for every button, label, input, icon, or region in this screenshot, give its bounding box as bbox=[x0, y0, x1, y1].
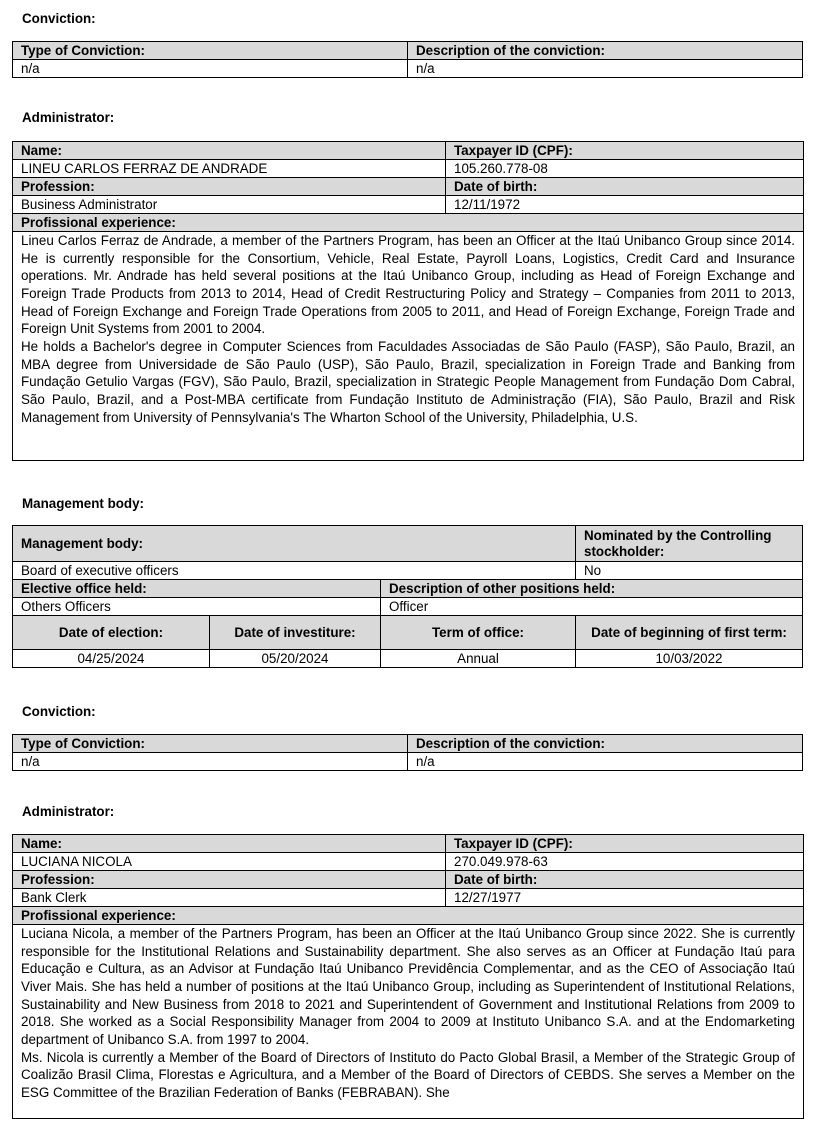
date-of-election-label: Date of election: bbox=[13, 616, 210, 650]
description-of-conviction-value: n/a bbox=[408, 60, 803, 78]
other-positions-value: Officer bbox=[381, 598, 803, 616]
date-of-birth-label: Date of birth: bbox=[446, 871, 804, 889]
taxpayer-id-label: Taxpayer ID (CPF): bbox=[446, 835, 804, 853]
experience-paragraph: Lineu Carlos Ferraz de Andrade, a member of the Partners Program, has been an Officer at the Itaú Unibanco Group since 2014. He is currently responsible for the Consortium, Vehicle, Real Estate, Payroll Loans, Logistics, Credit Card and Insurance operations. Mr. Andrade has held several positions at the Itaú Unibanco Group, including as Head of Foreign Exchange and Foreign Trade Products from 2013 to 2014, Head of Credit Restructuring Policy and Strategy – Companies from 2011 to 2013, Head of Foreign Exchange and Foreign Trade Operations from 2005 to 2011, and Head of Foreign Exchange, Foreign Trade and Foreign Unit Systems from 2001 to 2004. bbox=[21, 233, 795, 337]
professional-experience-label: Profissional experience: bbox=[13, 214, 804, 232]
description-of-conviction-label: Description of the conviction: bbox=[408, 42, 803, 60]
management-body-table bbox=[12, 525, 803, 668]
term-of-office-label: Term of office: bbox=[381, 616, 576, 650]
nominated-by-controlling-value: No bbox=[576, 562, 803, 580]
conviction-heading: Conviction: bbox=[22, 704, 96, 719]
taxpayer-id-value: 105.260.778-08 bbox=[446, 160, 804, 178]
administrator-table bbox=[12, 834, 804, 1119]
conviction-heading: Conviction: bbox=[22, 11, 96, 26]
experience-paragraph: Luciana Nicola, a member of the Partners Program, has been an Officer at the Itaú Unibanco Group since 2022. She is currently responsible for the Institutional Relations and Sustainability department. She also serves as an Officer at Fundação Itaú para Educação e Cultura, as an Advisor at Fundação Itaú Unibanco Previdência Complementar, and as the CEO of Associação Itaú Viver Mais. She has held a number of positions at the Itaú Unibanco Group, including as Superintendent of Institutional Relations, Sustainability and New Business from 2018 to 2021 and Superintendent of Government and Institutional Relations from 2009 to 2018. She worked as a Social Responsibility Manager from 2004 to 2009 at Instituto Unibanco S.A. and at the Endomarketing department of Unibanco S.A. from 1997 to 2004. bbox=[21, 926, 795, 1047]
conviction-table bbox=[12, 734, 803, 771]
type-of-conviction-value: n/a bbox=[13, 753, 408, 771]
experience-paragraph: He holds a Bachelor's degree in Computer Sciences from Faculdades Associadas de São Paulo (FASP), São Paulo, Brazil, an MBA degree from Universidade de São Paulo (USP), São Paulo, Brazil, specialization in Foreign Trade and Banking from Fundação Getulio Vargas (FGV), São Paulo, Brazil, specialization in Strategic People Management from Fundação Dom Cabral, São Paulo, Brazil, and a Post-MBA certificate from Fundação Instituto de Administração (FIA), São Paulo, Brazil and Risk Management from University of Pennsylvania's The Wharton School of the University, Philadelphia, U.S. bbox=[21, 338, 795, 425]
date-of-investiture-label: Date of investiture: bbox=[210, 616, 381, 650]
elective-office-value: Others Officers bbox=[13, 598, 381, 616]
other-positions-label: Description of other positions held: bbox=[381, 580, 803, 598]
administrator-table bbox=[12, 141, 804, 461]
description-of-conviction-value: n/a bbox=[408, 753, 803, 771]
name-value: LINEU CARLOS FERRAZ DE ANDRADE bbox=[13, 160, 446, 178]
elective-office-label: Elective office held: bbox=[13, 580, 381, 598]
term-of-office-value: Annual bbox=[381, 650, 576, 668]
management-body-value: Board of executive officers bbox=[13, 562, 576, 580]
description-of-conviction-label: Description of the conviction: bbox=[408, 735, 803, 753]
date-of-first-term-label: Date of beginning of first term: bbox=[576, 616, 803, 650]
date-of-birth-label: Date of birth: bbox=[446, 178, 804, 196]
date-of-birth-value: 12/11/1972 bbox=[446, 196, 804, 214]
type-of-conviction-value: n/a bbox=[13, 60, 408, 78]
name-value: LUCIANA NICOLA bbox=[13, 853, 446, 871]
taxpayer-id-label: Taxpayer ID (CPF): bbox=[446, 142, 804, 160]
profession-value: Business Administrator bbox=[13, 196, 446, 214]
taxpayer-id-value: 270.049.978-63 bbox=[446, 853, 804, 871]
date-of-investiture-value: 05/20/2024 bbox=[210, 650, 381, 668]
experience-paragraph: Ms. Nicola is currently a Member of the Board of Directors of Instituto do Pacto Global Brasil, a Member of the Strategic Group of Coalizão Brasil Clima, Florestas e Agricultura, and a Member of the Board of Directors of CEBDS. She serves a Member on the ESG Committee of the Brazilian Federation of Banks (FEBRABAN). She bbox=[21, 1049, 795, 1100]
name-label: Name: bbox=[13, 835, 446, 853]
management-body-label: Management body: bbox=[13, 526, 576, 562]
conviction-table bbox=[12, 41, 803, 78]
administrator-heading: Administrator: bbox=[22, 110, 115, 125]
professional-experience-text bbox=[13, 925, 804, 1119]
profession-label: Profession: bbox=[13, 871, 446, 889]
professional-experience-text bbox=[13, 232, 804, 461]
date-of-first-term-value: 10/03/2022 bbox=[576, 650, 803, 668]
type-of-conviction-label: Type of Conviction: bbox=[13, 735, 408, 753]
profession-label: Profession: bbox=[13, 178, 446, 196]
management-body-heading: Management body: bbox=[22, 496, 145, 511]
type-of-conviction-label: Type of Conviction: bbox=[13, 42, 408, 60]
professional-experience-label: Profissional experience: bbox=[13, 907, 804, 925]
profession-value: Bank Clerk bbox=[13, 889, 446, 907]
administrator-heading: Administrator: bbox=[22, 804, 115, 819]
date-of-election-value: 04/25/2024 bbox=[13, 650, 210, 668]
date-of-birth-value: 12/27/1977 bbox=[446, 889, 804, 907]
name-label: Name: bbox=[13, 142, 446, 160]
nominated-by-controlling-label: Nominated by the Controlling stockholder: bbox=[576, 526, 803, 562]
